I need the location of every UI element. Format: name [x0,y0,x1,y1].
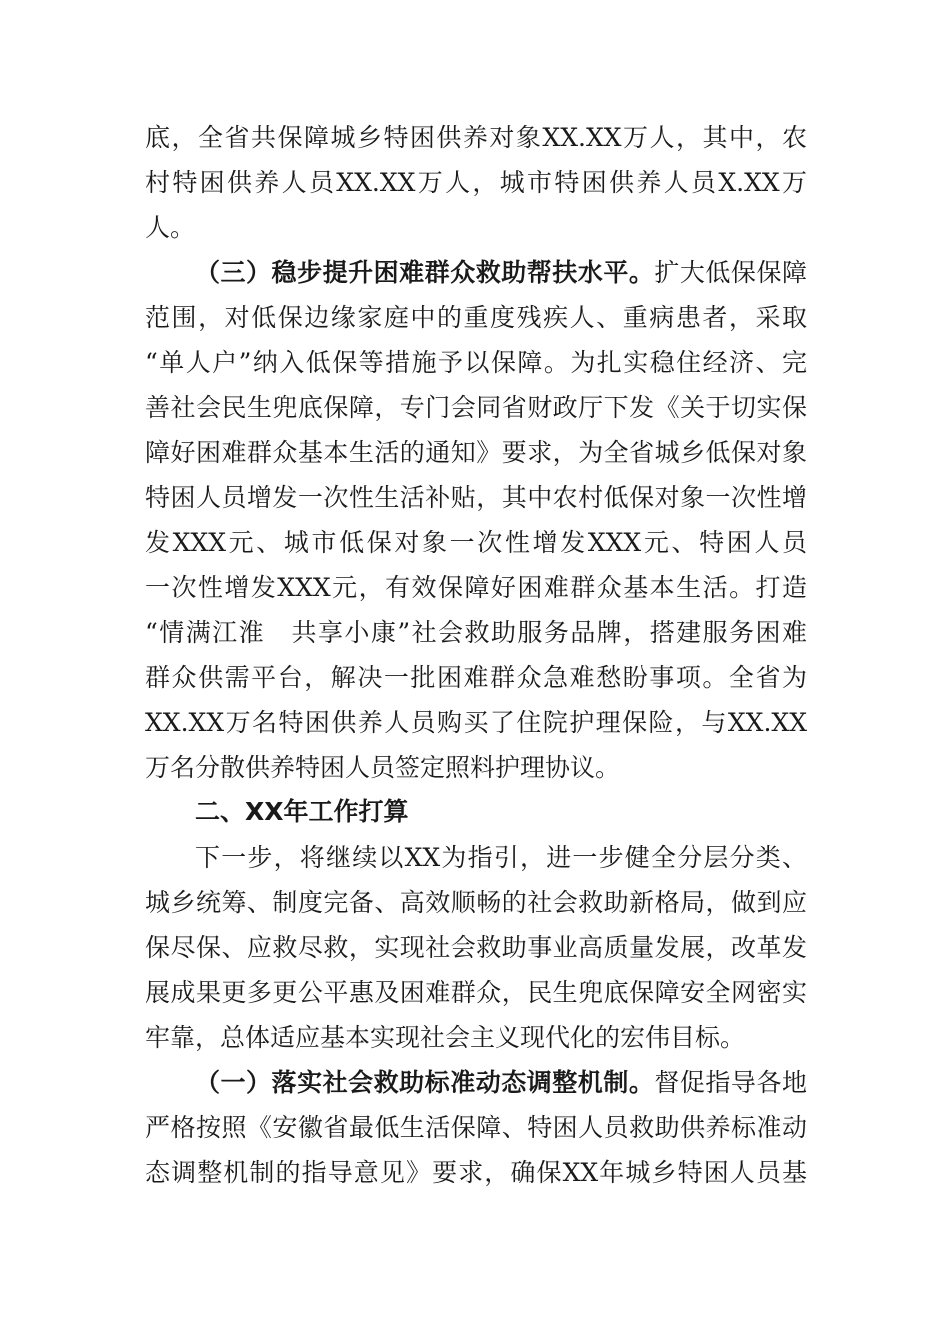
paragraph-3-line-2: 城乡统筹、制度完备、高效顺畅的社会救助新格局，做到应 [145,888,807,917]
paragraph-2-line-5: 障好困难群众基本生活的通知》要求，为全省城乡低保对象 [145,438,807,467]
paragraph-1-line-2: 村特困供养人员XX.XX万人，城市特困供养人员X.XX万 [145,168,807,197]
paragraph-3-line-4: 展成果更多更公平惠及困难群众，民生兜底保障安全网密实 [145,978,807,1007]
paragraph-1-line-3: 人。 [145,213,196,242]
section-3-title: （三）稳步提升困难群众救助帮扶水平。 [195,258,655,287]
paragraph-2-line-11: XX.XX万名特困供养人员购买了住院护理保险，与XX.XX [145,708,807,737]
paragraph-3-line-1: 下一步，将继续以XX为指引，进一步健全分层分类、 [195,843,807,872]
paragraph-3-line-5: 牢靠，总体适应基本实现社会主义现代化的宏伟目标。 [145,1023,746,1052]
section-1-title: （一）落实社会救助标准动态调整机制。 [195,1068,655,1097]
paragraph-3-line-3: 保尽保、应救尽救，实现社会救助事业高质量发展，改革发 [145,933,807,962]
paragraph-1-line-1: 底，全省共保障城乡特困供养对象XX.XX万人，其中，农 [145,123,807,152]
paragraph-4-line-2: 严格按照《安徽省最低生活保障、特困人员救助供养标准动 [145,1113,807,1142]
paragraph-2-line-8: 一次性增发XXX元，有效保障好困难群众基本生活。打造 [145,573,807,602]
paragraph-4-line-1-rest: 督促指导各地 [654,1068,807,1097]
paragraph-2-line-3: “单人户”纳入低保等措施予以保障。为扎实稳住经济、完 [145,348,807,377]
paragraph-2-line-10: 群众供需平台，解决一批困难群众急难愁盼事项。全省为 [145,663,807,692]
paragraph-2-line-1-rest: 扩大低保保障 [654,258,807,287]
paragraph-2-line-12: 万名分散供养特困人员签定照料护理协议。 [145,753,621,782]
paragraph-4-line-3: 态调整机制的指导意见》要求，确保XX年城乡特困人员基 [145,1158,807,1187]
paragraph-2-line-6: 特困人员增发一次性生活补贴，其中农村低保对象一次性增 [145,483,807,512]
paragraph-2-line-2: 范围，对低保边缘家庭中的重度残疾人、重病患者，采取 [145,303,807,332]
paragraph-2-line-1 [195,253,807,293]
paragraph-4-line-1 [195,1063,807,1103]
paragraph-2-line-7: 发XXX元、城市低保对象一次性增发XXX元、特困人员 [145,528,807,557]
paragraph-2-line-4: 善社会民生兜底保障，专门会同省财政厅下发《关于切实保 [145,393,807,422]
paragraph-2-line-9: “情满江淮 共享小康”社会救助服务品牌，搭建服务困难 [145,618,807,647]
section-heading-2: 二、XX年工作打算 [195,797,409,826]
